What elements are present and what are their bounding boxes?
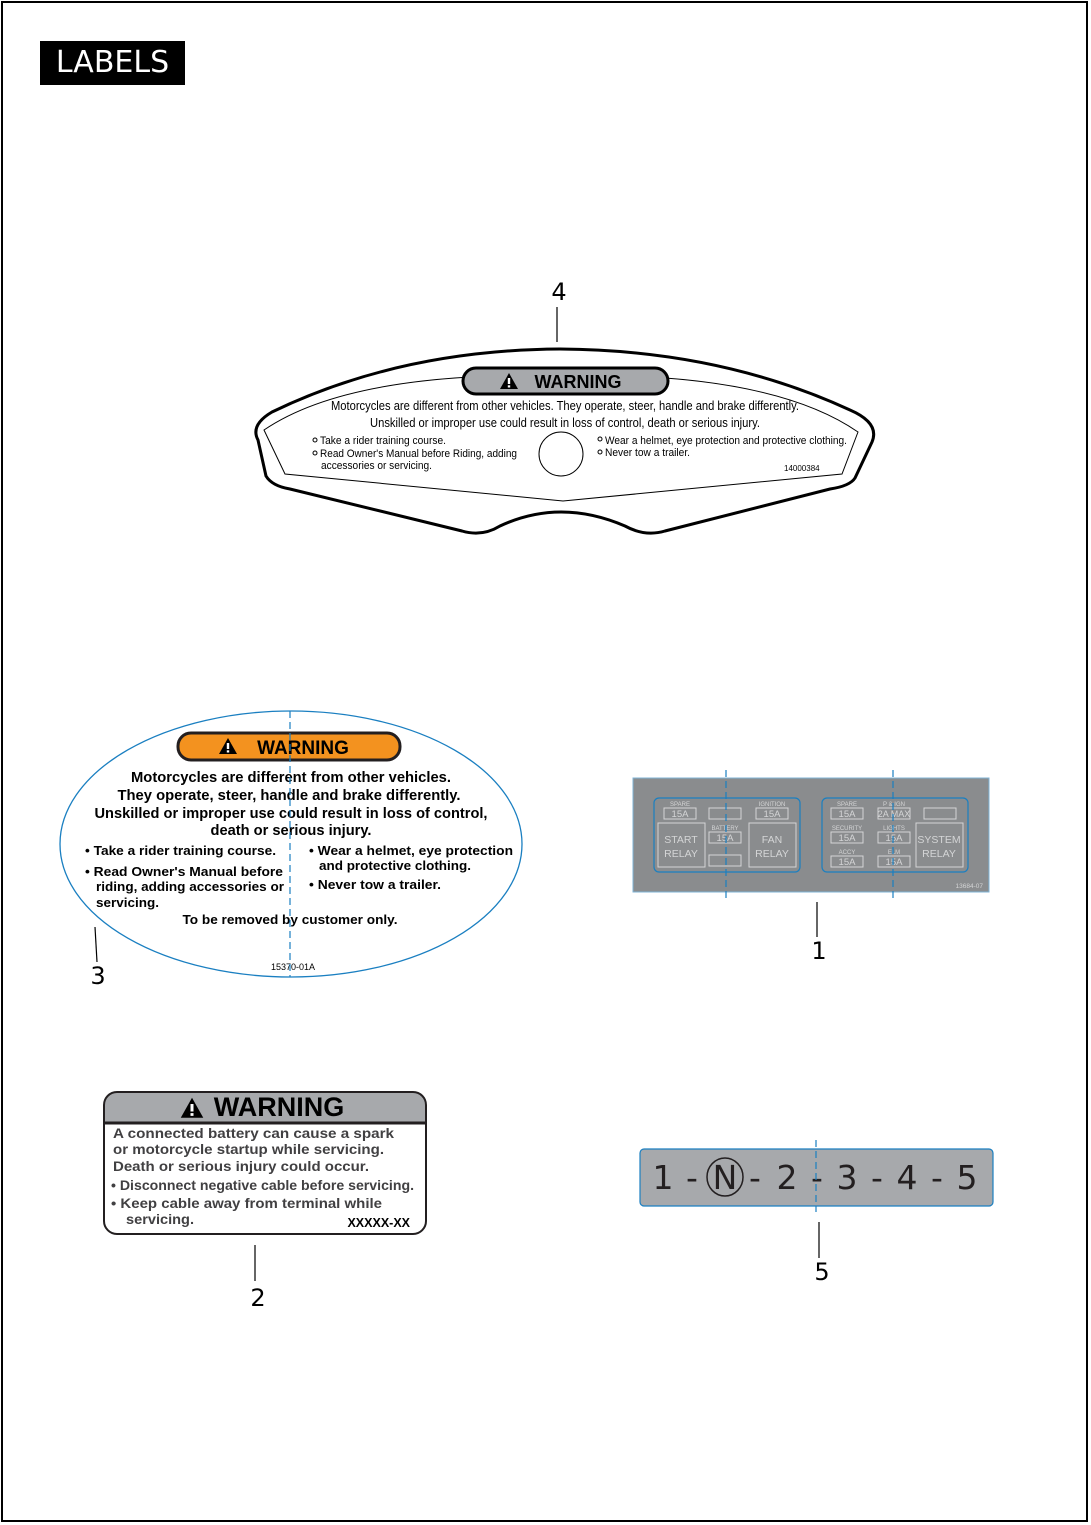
label-2-bullet-2: • Keep cable away from terminal while [111, 1196, 383, 1211]
label-3-header: WARNING [257, 738, 349, 759]
label-3-bullet-1: • Take a rider training course. [85, 844, 276, 858]
label-4-bullet-1: Take a rider training course. [320, 435, 446, 447]
fuse-label-elm: ELM [887, 850, 901, 856]
start-relay-label-2: RELAY [664, 848, 698, 860]
fan-relay-label-2: RELAY [755, 848, 789, 860]
label-4 [256, 278, 874, 533]
label-1 [633, 770, 989, 965]
label-4-part-number: 14000384 [784, 464, 820, 473]
gear-separator: - [811, 1158, 823, 1197]
gear-neutral: N [712, 1158, 738, 1197]
label-4-bullet-4: Never tow a trailer. [605, 447, 690, 459]
fuse-value-security: 15A [838, 833, 856, 844]
label-3-bullet-4: • Never tow a trailer. [309, 878, 441, 892]
fuse-label-spare: SPARE [670, 802, 690, 808]
fuse-value-spare: 15A [671, 809, 689, 820]
fuse-value-p-ign: 2A MAX [877, 809, 911, 819]
start-relay-label: START [664, 834, 698, 846]
label-3-footer: To be removed by customer only. [182, 913, 398, 927]
label-2-part-number: XXXXX-XX [347, 1216, 410, 1230]
fuse-value-spare-2: 15A [838, 809, 856, 820]
label-3-part-number: 15370-01A [270, 962, 316, 972]
label-3-bullet-3-cont: and protective clothing. [319, 859, 471, 873]
gear-separator: - [871, 1158, 883, 1197]
label-2-line-1: A connected battery can cause a spark [113, 1125, 395, 1141]
label-4-line-1: Motorcycles are different from other vehicles. They operate, steer, handle and brake differently. [331, 398, 799, 413]
gear-separator: - [749, 1158, 761, 1197]
system-relay-label-2: RELAY [922, 848, 956, 860]
fuse-label-p-ign: P & IGN [883, 802, 905, 808]
label-3-line-4: death or serious injury. [210, 823, 372, 839]
fuse-value-elm: 15A [885, 857, 903, 868]
leader-line-3 [95, 927, 97, 962]
label-2-line-2: or motorcycle startup while servicing. [113, 1141, 384, 1157]
label-4-bullet-3: Wear a helmet, eye protection and protective clothing. [605, 435, 847, 447]
gear-3: 3 [836, 1158, 858, 1197]
label-2-bullet-1: • Disconnect negative cable before servicing. [111, 1178, 414, 1193]
label-3 [60, 711, 522, 990]
label-4-header: WARNING [534, 372, 622, 392]
label-2 [104, 1092, 426, 1312]
label-3-bullet-2-cont-2: servicing. [96, 896, 159, 910]
label-3-bullet-2: • Read Owner's Manual before [85, 865, 284, 879]
fan-relay-label: FAN [761, 834, 783, 846]
callout-3: 3 [90, 962, 106, 990]
fuse-value-battery: 15A [716, 833, 734, 844]
fuse-label-spare-2: SPARE [837, 802, 857, 808]
label-4-bullet-2-cont: accessories or servicing. [321, 460, 432, 472]
callout-4: 4 [551, 278, 567, 306]
callout-2: 2 [250, 1284, 266, 1312]
label-2-line-3: Death or serious injury could occur. [113, 1158, 369, 1174]
label-5 [640, 1140, 993, 1286]
fuse-value-accy: 15A [838, 857, 856, 868]
fuse-value-lights: 15A [885, 833, 903, 844]
system-relay-label: SYSTEM [917, 834, 961, 846]
gear-1: 1 [652, 1158, 674, 1197]
callout-1: 1 [811, 937, 827, 965]
gear-2: 2 [776, 1158, 798, 1197]
label-1-part-number: 13684-07 [955, 883, 983, 890]
fuse-label-lights: LIGHTS [883, 826, 905, 832]
label-3-bullet-3: • Wear a helmet, eye protection [309, 844, 513, 858]
fuse-label-battery: BATTERY [711, 826, 739, 832]
gear-4: 4 [896, 1158, 918, 1197]
label-4-bullet-2: Read Owner's Manual before Riding, adding [320, 448, 517, 460]
label-4-line-2: Unskilled or improper use could result in loss of control, death or serious injury. [370, 415, 760, 430]
label-2-bullet-2-cont: servicing. [126, 1212, 194, 1227]
label-3-line-1: Motorcycles are different from other vehicles. [131, 770, 451, 786]
fuse-label-ignition: IGNITION [758, 802, 786, 808]
label-2-header: WARNING [213, 1092, 345, 1122]
callout-5: 5 [814, 1258, 830, 1286]
label-3-line-2: They operate, steer, handle and brake differently. [117, 788, 461, 804]
gear-separator: - [931, 1158, 943, 1197]
gear-5: 5 [956, 1158, 978, 1197]
fuse-label-security: SECURITY [831, 826, 863, 832]
page-title: LABELS [40, 41, 185, 85]
gear-separator: - [686, 1158, 698, 1197]
label-3-bullet-2-cont: riding, adding accessories or [96, 880, 285, 894]
fuse-label-accy: ACCY [838, 850, 856, 856]
fuse-value-ignition: 15A [763, 809, 781, 820]
label-3-line-3: Unskilled or improper use could result in loss of control, [94, 806, 488, 822]
